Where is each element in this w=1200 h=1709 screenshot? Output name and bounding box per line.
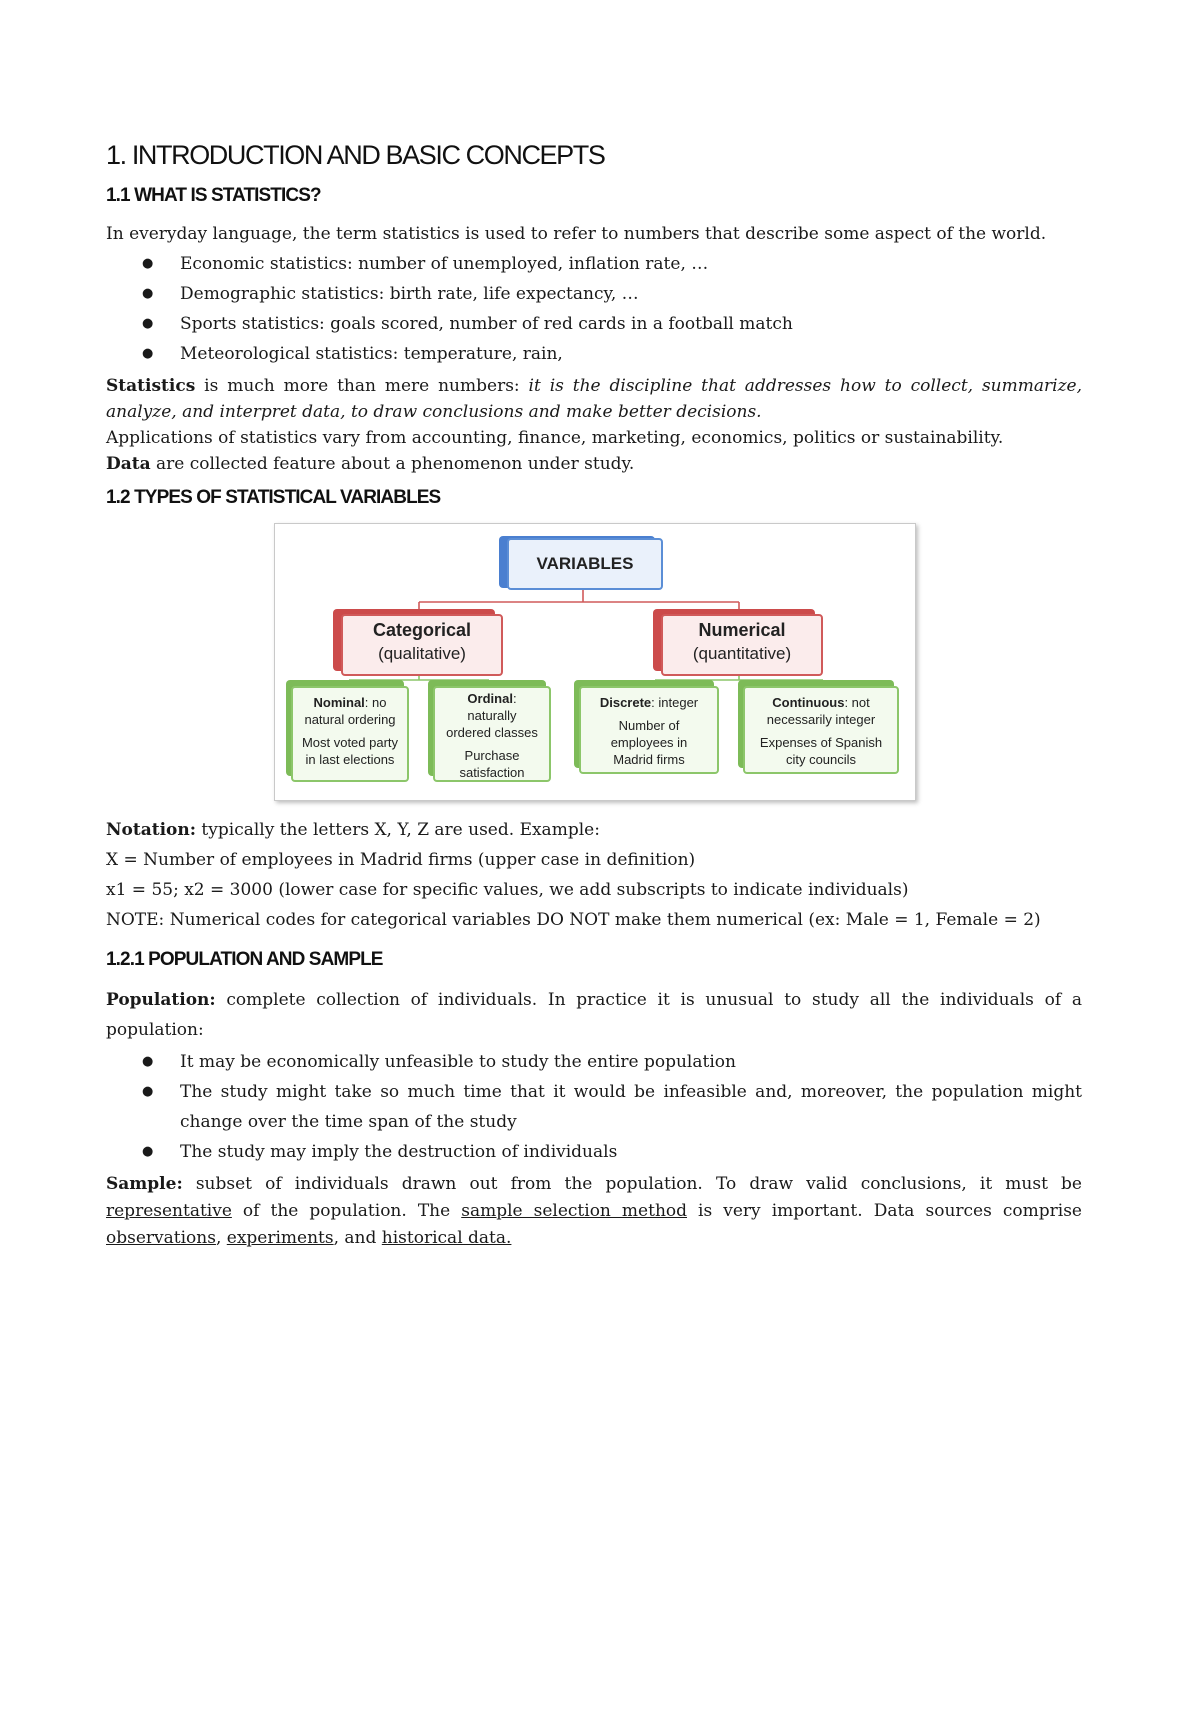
variables-diagram [274, 523, 916, 801]
population-term: Population: [106, 990, 216, 1010]
list-item: ● Economic statistics: number of unemployed, inflation rate, … [106, 249, 1082, 279]
notation-term: Notation: [106, 820, 197, 840]
applications-paragraph: Applications of statistics vary from accounting, finance, marketing, economics, politics or sustainability. [106, 428, 1004, 448]
sample-term: Sample: [106, 1174, 183, 1194]
statistics-definition: it is the discipline that addresses how to collect, summarize, analyze, and interpret data, to draw conclusions and make better decisions. [106, 376, 1082, 422]
discrete-box [579, 686, 719, 774]
document-page [106, 140, 1082, 1252]
population-text: complete collection of individuals. In practice it is unusual to study all the individuals of a population: [106, 990, 1082, 1040]
notation-line-3: x1 = 55; x2 = 3000 (lower case for specific values, we add subscripts to indicate individuals) [106, 880, 909, 900]
list-item: ● Demographic statistics: birth rate, life expectancy, … [106, 279, 1082, 309]
list-item: ● Sports statistics: goals scored, number of red cards in a football match [106, 309, 1082, 339]
nominal-box [291, 686, 409, 782]
sample-text-2: of the population. The [231, 1201, 462, 1221]
notation-line-2: X = Number of employees in Madrid firms (upper case in definition) [106, 850, 696, 870]
ordinal-example-2: satisfaction [459, 765, 525, 780]
continuous-label: Continuous [772, 695, 845, 710]
statistics-examples-list [106, 249, 1082, 369]
nominal-example-1: Most voted party [301, 735, 399, 750]
sample-text-5: , and [333, 1228, 382, 1248]
section-heading-1-2-1: 1.2.1 POPULATION AND SAMPLE [106, 949, 383, 970]
statistics-definition-paragraph [106, 373, 1082, 425]
list-item: ● Meteorological statistics: temperature, rain, [106, 339, 1082, 369]
sample-text-4: , [215, 1228, 227, 1248]
discrete-example-3: Madrid firms [613, 752, 685, 767]
sample-paragraph [106, 1171, 1082, 1252]
ordinal-label: Ordinal [467, 691, 513, 706]
discrete-example-2: employees in [610, 735, 688, 750]
discrete-example-1: Number of [618, 718, 680, 733]
sample-text-3: is very important. Data sources comprise [687, 1201, 1082, 1221]
statistics-term: Statistics [106, 376, 196, 396]
nominal-line2: natural ordering [304, 712, 396, 727]
continuous-rest: : not [844, 695, 870, 710]
historical-data-underlined: historical data. [381, 1228, 512, 1248]
continuous-box [743, 686, 899, 774]
notation-text: typically the letters X, Y, Z are used. Example: [196, 820, 600, 840]
section-heading-1-2: 1.2 TYPES OF STATISTICAL VARIABLES [106, 487, 441, 508]
notation-paragraph [106, 815, 1082, 845]
section-heading-1-1: 1.1 WHAT IS STATISTICS? [106, 185, 321, 206]
nominal-example-2: in last elections [305, 752, 395, 767]
variables-box [507, 538, 663, 590]
continuous-example-2: city councils [785, 752, 857, 767]
continuous-line2: necessarily integer [766, 712, 876, 727]
numerical-title: Numerical [698, 620, 786, 640]
representative-underlined: representative [106, 1201, 232, 1221]
list-item: ● The study may imply the destruction of individuals [106, 1137, 1082, 1167]
intro-paragraph: In everyday language, the term statistics is used to refer to numbers that describe some aspect of the world. [106, 224, 1047, 244]
ordinal-box [433, 686, 551, 782]
statistics-text: is much more than mere numbers: [195, 376, 529, 396]
experiments-underlined: experiments [226, 1228, 334, 1248]
categorical-box [341, 614, 503, 676]
ordinal-example-1: Purchase [464, 748, 520, 763]
variables-label: VARIABLES [536, 554, 634, 573]
categorical-subtitle: (qualitative) [378, 644, 466, 663]
sample-text-1: subset of individuals drawn out from the population. To draw valid conclusions, it must be [182, 1174, 1082, 1194]
categorical-title: Categorical [372, 620, 472, 640]
list-item: ● The study might take so much time that it would be infeasible and, moreover, the population might change over the time span of the study [106, 1077, 1082, 1137]
sample-selection-method-underlined: sample selection method [461, 1201, 688, 1221]
ordinal-line2: naturally [467, 708, 517, 723]
data-paragraph [106, 451, 1082, 477]
discrete-label: Discrete [599, 695, 652, 710]
data-text: are collected feature about a phenomenon under study. [150, 454, 635, 474]
population-paragraph [106, 985, 1082, 1045]
numerical-box [661, 614, 823, 676]
nominal-rest: : no [364, 695, 387, 710]
numerical-subtitle: (quantitative) [692, 644, 792, 663]
ordinal-rest: : [512, 691, 517, 706]
population-reasons-list [106, 1047, 1082, 1167]
discrete-rest: : integer [651, 695, 699, 710]
data-term: Data [106, 454, 151, 474]
nominal-label: Nominal [313, 695, 365, 710]
note-paragraph: NOTE: Numerical codes for categorical variables DO NOT make them numerical (ex: Male = 1, Female = 2) [106, 910, 1041, 930]
chapter-heading: 1. INTRODUCTION AND BASIC CONCEPTS [106, 140, 605, 170]
observations-underlined: observations [106, 1228, 216, 1248]
list-item: ● It may be economically unfeasible to study the entire population [106, 1047, 1082, 1077]
continuous-example-1: Expenses of Spanish [759, 735, 883, 750]
ordinal-line3: ordered classes [446, 725, 538, 740]
